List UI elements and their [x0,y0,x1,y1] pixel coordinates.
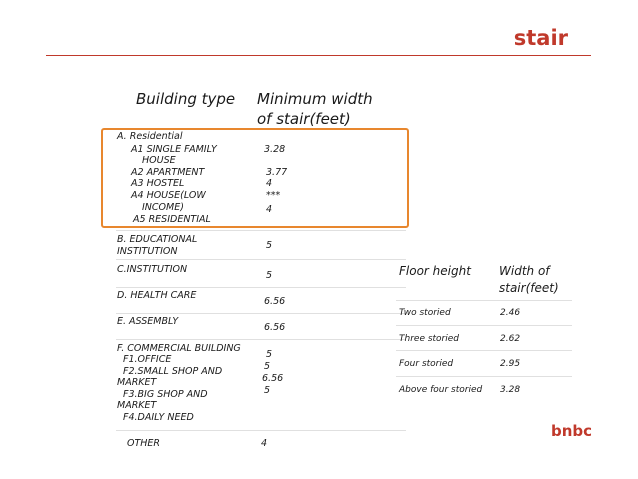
a4-value-1: *** [266,190,281,201]
f1-value: 5 [266,349,273,360]
title-underline [46,55,591,56]
a5-label: A5 RESIDENTIAL [133,214,211,225]
header-stair-width-line2: stair(feet) [499,281,559,295]
header-floor-height: Floor height [399,264,471,278]
header-building-type: Building type [136,90,236,108]
residential-highlight-box [101,128,409,228]
f4-label: F4.DAILY NEED [123,412,194,423]
a4-label-line1: A4 HOUSE(LOW [131,190,206,201]
assembly-label: E. ASSEMBLY [117,316,179,327]
institution-value: 5 [266,270,273,281]
floor-row-1-value: 2.46 [500,308,521,318]
a3-label: A3 HOSTEL [131,178,185,189]
floor-row-3-label: Four storied [399,359,454,369]
commercial-heading: F. COMMERCIAL BUILDING [117,343,241,354]
educational-value: 5 [266,240,273,251]
floor-row-1-label: Two storied [399,308,451,318]
a1-label-line2: HOUSE [142,155,176,166]
floor-row-3-value: 2.95 [500,359,521,369]
educational-label-line2: INSTITUTION [117,246,178,257]
brand-logo-text: bnbc [550,422,592,440]
other-label: OTHER [127,438,161,449]
assembly-value: 6.56 [264,322,286,333]
health-label: D. HEALTH CARE [117,290,197,301]
a3-value: 4 [266,178,273,189]
f3-value: 6.56 [262,373,284,384]
f1-label: F1.OFFICE [123,354,172,365]
header-min-width-line2: of stair(feet) [257,110,351,128]
residential-heading: A. Residential [117,131,183,142]
header-min-width-line1: Minimum width [257,90,373,108]
floor-row-2-value: 2.62 [500,334,521,344]
health-value: 6.56 [264,296,286,307]
f3-label-line1: F3.BIG SHOP AND [123,389,208,400]
other-value: 4 [261,438,268,449]
a2-label: A2 APARTMENT [131,167,205,178]
a2-value: 3.77 [266,167,288,178]
right-row-separator [396,350,572,351]
floor-row-4-label: Above four storied [399,385,483,395]
row-separator [116,430,406,431]
a4-label-line2: INCOME) [142,202,184,213]
row-separator [116,230,406,231]
f4-value: 5 [264,385,271,396]
row-separator [116,313,406,314]
f2-label-line2: MARKET [117,377,157,388]
f2-label-line1: F2.SMALL SHOP AND [123,366,223,377]
floor-row-4-value: 3.28 [500,385,521,395]
floor-row-2-label: Three storied [399,334,460,344]
row-separator [116,287,406,288]
row-separator [116,259,406,260]
slide-title: stair [513,26,568,50]
f3-label-line2: MARKET [117,400,157,411]
right-row-separator [396,376,572,377]
f2-value: 5 [264,361,271,372]
header-stair-width-line1: Width of [499,264,550,278]
educational-label-line1: B. EDUCATIONAL [117,234,198,245]
a1-value: 3.28 [264,144,286,155]
right-row-separator [396,300,572,301]
row-separator [116,339,406,340]
institution-label: C.INSTITUTION [117,264,188,275]
right-row-separator [396,325,572,326]
a4-value-2: 4 [266,204,273,215]
a1-label-line1: A1 SINGLE FAMILY [131,144,217,155]
